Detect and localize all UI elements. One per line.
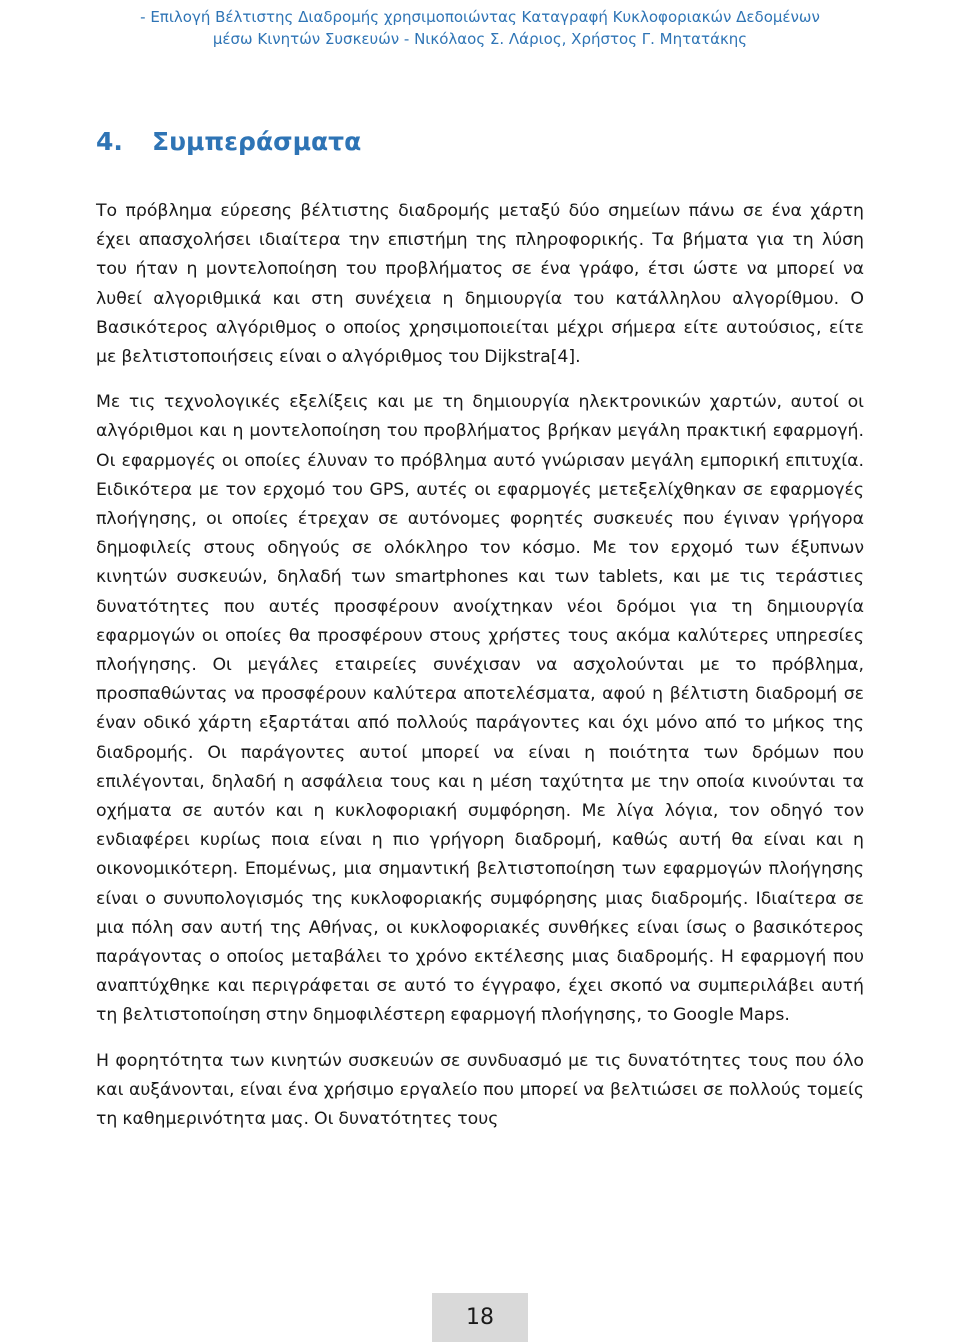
paragraph-1: Το πρόβλημα εύρεσης βέλτιστης διαδρομής μεταξύ δύο σημείων πάνω σε ένα χάρτη έχει απασχολήσει ιδιαίτερα την επιστήμη της πληροφορικής. Τα βήματα για τη λύση του ήταν η μοντελοποίηση του προβλήματος σε ένα γράφο, έτσι ώστε να μπορεί να λυθεί αλγοριθμικά και στη συνέχεια η δημιουργία του κατάλληλου αλγορίθμου. Ο Βασικότερος αλγόριθμος ο οποίος χρησιμοποιείται μέχρι σήμερα είτε αυτούσιος, είτε με βελτιστοποιήσεις είναι ο αλγόριθμος του Dijkstra[4]. [96, 201, 864, 368]
section-heading [96, 124, 361, 160]
page-number: 18 [432, 1293, 528, 1342]
running-header-line-2: μέσω Κινητών Συσκευών - Νικόλαος Σ. Λάριος, Χρήστος Γ. Μητατάκης [212, 30, 748, 48]
running-header-line-1: - Επιλογή Βέλτιστης Διαδρομής χρησιμοποιώντας Καταγραφή Κυκλοφοριακών Δεδομένων [140, 8, 820, 26]
paragraph-3: Η φορητότητα των κινητών συσκευών σε συνδυασμό με τις δυνατότητες τους που όλο και αυξάνονται, είναι ένα χρήσιμο εργαλείο που μπορεί να βελτιώσει σε πολλούς τομείς τη καθημερινότητα μας. Οι δυνατότητες τους [96, 1050, 864, 1130]
paragraph-2: Με τις τεχνολογικές εξελίξεις και με τη δημιουργία ηλεκτρονικών χαρτών, αυτοί οι αλγόριθμοι και η μοντελοποίηση του προβλήματος βρήκαν μεγάλη πρακτική εφαρμογή. Οι εφαρμογές οι οποίες έλυναν το πρόβλημα αυτό γνώρισαν μεγάλη εμπορική επιτυχία. Ειδικότερα με τον ερχομό του GPS, αυτές οι εφαρμογές μετεξελίχθηκαν σε εφαρμογές πλοήγησης, οι οποίες έτρεχαν σε αυτόνομες φορητές συσκευές που έγιναν γρήγορα δημοφιλείς στους οδηγούς σε ολόκληρο τον κόσμο. Με τον ερχομό των έξυπνων κινητών συσκευών, δηλαδή των smartphones και των tablets, και με τις τεράστιες δυνατότητες που αυτές προσφέρουν ανοίχτηκαν νέοι δρόμοι για τη δημιουργία εφαρμογών οι οποίες θα προσφέρουν στους χρήστες τους ακόμα καλύτερες υπηρεσίες πλοήγησης. Οι μεγάλες εταιρείες συνέχισαν να ασχολούνται με το πρόβλημα, προσπαθώντας να προσφέρουν καλύτερα αποτελέσματα, αφού η βέλτιστη διαδρομή σε έναν οδικό χάρτη εξαρτάται από πολλούς παράγοντες και όχι μόνο από το μήκος της διαδρομής. Οι παράγοντες αυτοί μπορεί να είναι η ποιότητα των δρόμων που επιλέγονται, δηλαδή η ασφάλεια τους και η μέση ταχύτητα με την οποία κινούνται τα οχήματα σε αυτόν και η κυκλοφοριακή συμφόρηση. Με λίγα λόγια, τον οδηγό τον ενδιαφέρει κυρίως ποια είναι η πιο γρήγορη διαδρομή, καθώς αυτή θα είναι και η οικονομικότερη. Επομένως, μια σημαντική βελτιστοποίηση των εφαρμογών πλοήγησης είναι ο συνυπολογισμός της κυκλοφοριακής συμφόρησης μιας διαδρομής. Ιδιαίτερα σε μια πόλη σαν αυτή της Αθήνας, οι κυκλοφοριακές συνθήκες είναι ίσως ο βασικότερος παράγοντας ο οποίος μεταβάλει το χρόνο εκτέλεσης μιας διαδρομής. Η εφαρμογή που αναπτύχθηκε και περιγράφεται σε αυτό το έγγραφο, έχει σκοπό να συμπεριλάβει αυτή τη βελτιστοποίηση στην δημοφιλέστερη εφαρμογή πλοήγησης, το Google Maps. [96, 392, 864, 1026]
section-title: Συμπεράσματα [152, 127, 362, 156]
section-number: 4. [96, 127, 123, 156]
running-header [40, 6, 920, 50]
body-text [96, 197, 864, 1150]
